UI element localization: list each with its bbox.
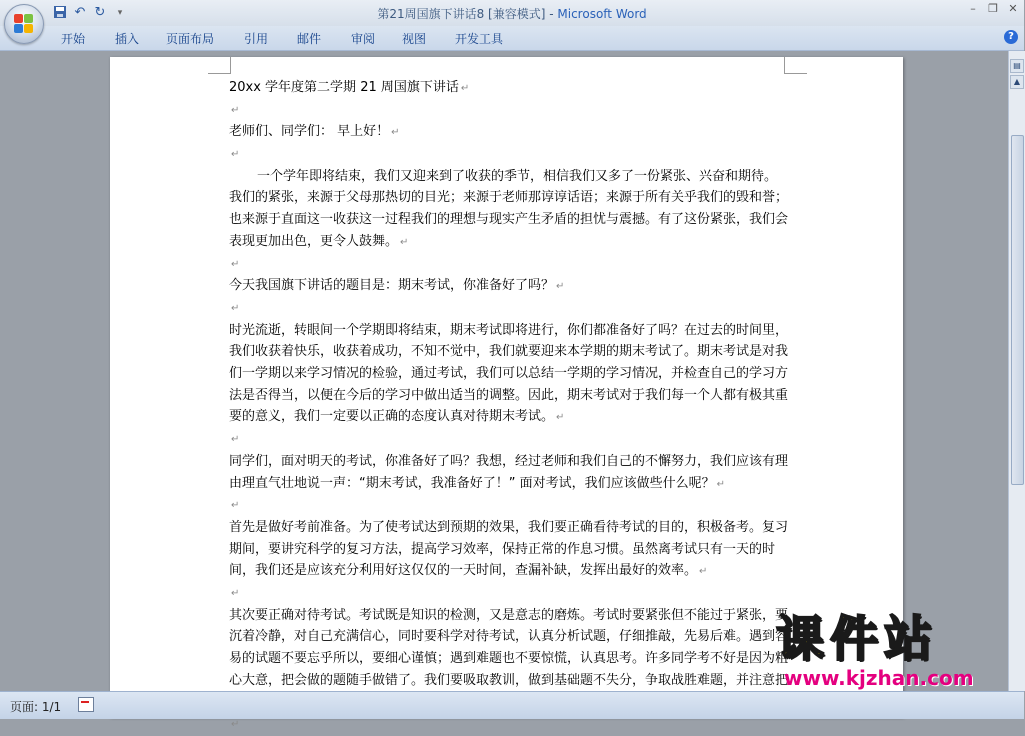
document-body[interactable] (229, 77, 789, 736)
minimize-icon[interactable]: – (970, 2, 976, 15)
close-icon[interactable]: ✕ (1008, 2, 1018, 15)
redo-icon[interactable]: ↻ (94, 5, 106, 20)
paragraph-mark: ↵ (231, 149, 240, 161)
paragraph-mark: ↵ (231, 719, 240, 731)
empty-paragraph[interactable] (229, 254, 789, 276)
qat-dropdown-icon[interactable]: ▾ (117, 8, 123, 18)
tab-page-layout[interactable]: 页面布局 (166, 32, 215, 46)
tab-mailings[interactable]: 邮件 (297, 32, 322, 46)
paragraph-mark: ↵ (231, 500, 240, 512)
paragraph-text: 其次要正确对待考试。考试既是知识的检测，又是意志的磨炼。考试时要紧张但不能过于紧张，要沉着冷静，对自己充满信心，同时要科学对待考试，认真分析试题，仔细推敲，先易后难。遇到容易的试题不要忘乎所以，要细心谨慎；遇到难题也不要惊慌，认真思考。许多同学考不好是因为粗心大意，把会做的题随手做错了。我们要吸取教训，做到基础题不失分，争取战胜难题，并注意把 (229, 607, 789, 688)
empty-paragraph[interactable] (229, 583, 789, 605)
ruler-toggle-icon[interactable]: ▤ (1010, 59, 1024, 73)
paragraph[interactable] (229, 320, 789, 430)
window-title (0, 5, 1024, 22)
help-icon[interactable]: ? (1004, 30, 1018, 44)
paragraph[interactable] (229, 77, 789, 100)
ribbon-tabs (0, 26, 1024, 51)
paragraph-text: 今天我国旗下讲话的题目是：期末考试，你准备好了吗？ (229, 278, 555, 294)
paragraph-mark: ↵ (231, 258, 240, 270)
watermark-logo (776, 612, 1016, 692)
paragraph-text: 20xx 学年度第二学期 21 周国旗下讲话 (229, 80, 459, 95)
paragraph[interactable] (229, 451, 789, 495)
paragraph-mark: ↵ (716, 478, 725, 490)
tab-review[interactable]: 审阅 (351, 32, 376, 46)
tab-references[interactable]: 引用 (244, 32, 269, 46)
undo-icon[interactable]: ↶ (74, 5, 86, 20)
paragraph-mark: ↵ (556, 412, 565, 424)
margin-corner-top-right (784, 57, 807, 74)
restore-icon[interactable]: ❐ (988, 2, 998, 15)
tab-insert[interactable]: 插入 (115, 32, 140, 46)
paragraph-mark: ↵ (460, 83, 470, 94)
tab-view[interactable]: 视图 (402, 32, 427, 46)
title-separator: - (545, 7, 558, 21)
paragraph-text: 一个学年即将结束，我们又迎来到了收获的季节，相信我们又多了一份紧张、兴奋和期待。我们的紧张，来源于父母那热切的目光；来源于老师那谆谆话语；来源于所有关乎我们的毁和誉；也来源于直面这一收获这一过程我们的理想与现实产生矛盾的担忧与震撼。有了这份紧张，我们会表现更加出色，更令人鼓舞。 (229, 168, 789, 249)
page-count[interactable]: 页面: 1/1 (10, 700, 62, 714)
paragraph[interactable] (229, 275, 789, 298)
document-title: 第21周国旗下讲话8 [兼容模式] (377, 7, 546, 21)
paragraph-text: 时光流逝，转眼间一个学期即将结束，期末考试即将进行，你们都准备好了吗？在过去的时间里，我们收获着快乐，收获着成功，不知不觉中，我们就要迎来本学期的期末考试了。期末考试是对我们一学期以来学习情况的检验，通过考试，我们可以总结一学期的学习情况，并检查自己的学习方法是否得当，以便在今后的学习中做出适当的调整。因此，期末考试对于我们每一个人都有极其重要的意义，我们一定要以正确的态度认真对待期末考试。 (229, 322, 789, 425)
paragraph[interactable] (229, 166, 789, 254)
status-bar (0, 691, 1024, 719)
empty-paragraph[interactable] (229, 100, 789, 122)
tab-home[interactable]: 开始 (61, 32, 86, 46)
office-button[interactable] (4, 4, 44, 44)
empty-paragraph[interactable] (229, 495, 789, 517)
paragraph-mark: ↵ (699, 566, 708, 578)
paragraph[interactable] (229, 121, 789, 144)
paragraph-mark: ↵ (556, 281, 565, 293)
paragraph-text: 同学们，面对明天的考试，你准备好了吗？我想，经过老师和我们自己的不懈努力，我们应该有理由理直气壮地说一声：“期末考试，我准备好了！” 面对考试，我们应该做些什么呢？ (229, 453, 789, 491)
watermark-title: 课件站 (776, 611, 939, 667)
empty-paragraph[interactable] (229, 429, 789, 451)
paragraph-mark: ↵ (231, 434, 240, 446)
paragraph-text: 老师们、同学们： 早上好！ (229, 124, 390, 140)
paragraph-mark: ↵ (231, 104, 240, 116)
window-controls (966, 2, 1020, 16)
watermark-url: www.kjzhan.com (784, 666, 974, 690)
empty-paragraph[interactable] (229, 298, 789, 320)
paragraph-mark: ↵ (231, 588, 240, 600)
title-bar (0, 0, 1024, 26)
empty-paragraph[interactable] (229, 144, 789, 166)
paragraph-text: 首先是做好考前准备。为了使考试达到预期的效果，我们要正确看待考试的目的，积极备考。复习期间，要讲究科学的复习方法，提高学习效率，保持正常的作息习惯。虽然离考试只有一天的时间，我们还是应该充分利用好这仅仅的一天时间，查漏补缺，发挥出最好的效率。 (229, 519, 789, 579)
vertical-scrollbar[interactable] (1008, 51, 1025, 691)
margin-corner-top-left (208, 57, 231, 74)
paragraph[interactable] (229, 517, 789, 583)
paragraph-mark: ↵ (391, 127, 400, 139)
proofing-icon[interactable] (78, 697, 94, 712)
app-name: Microsoft Word (557, 7, 647, 21)
quick-access-toolbar (52, 4, 128, 22)
scroll-up-icon[interactable]: ▲ (1010, 75, 1024, 89)
save-icon[interactable] (52, 5, 68, 21)
office-logo-icon (14, 14, 34, 34)
scroll-thumb[interactable] (1011, 135, 1024, 485)
paragraph-mark: ↵ (400, 236, 409, 248)
paragraph-mark: ↵ (231, 302, 240, 314)
tab-developer[interactable]: 开发工具 (455, 32, 504, 46)
